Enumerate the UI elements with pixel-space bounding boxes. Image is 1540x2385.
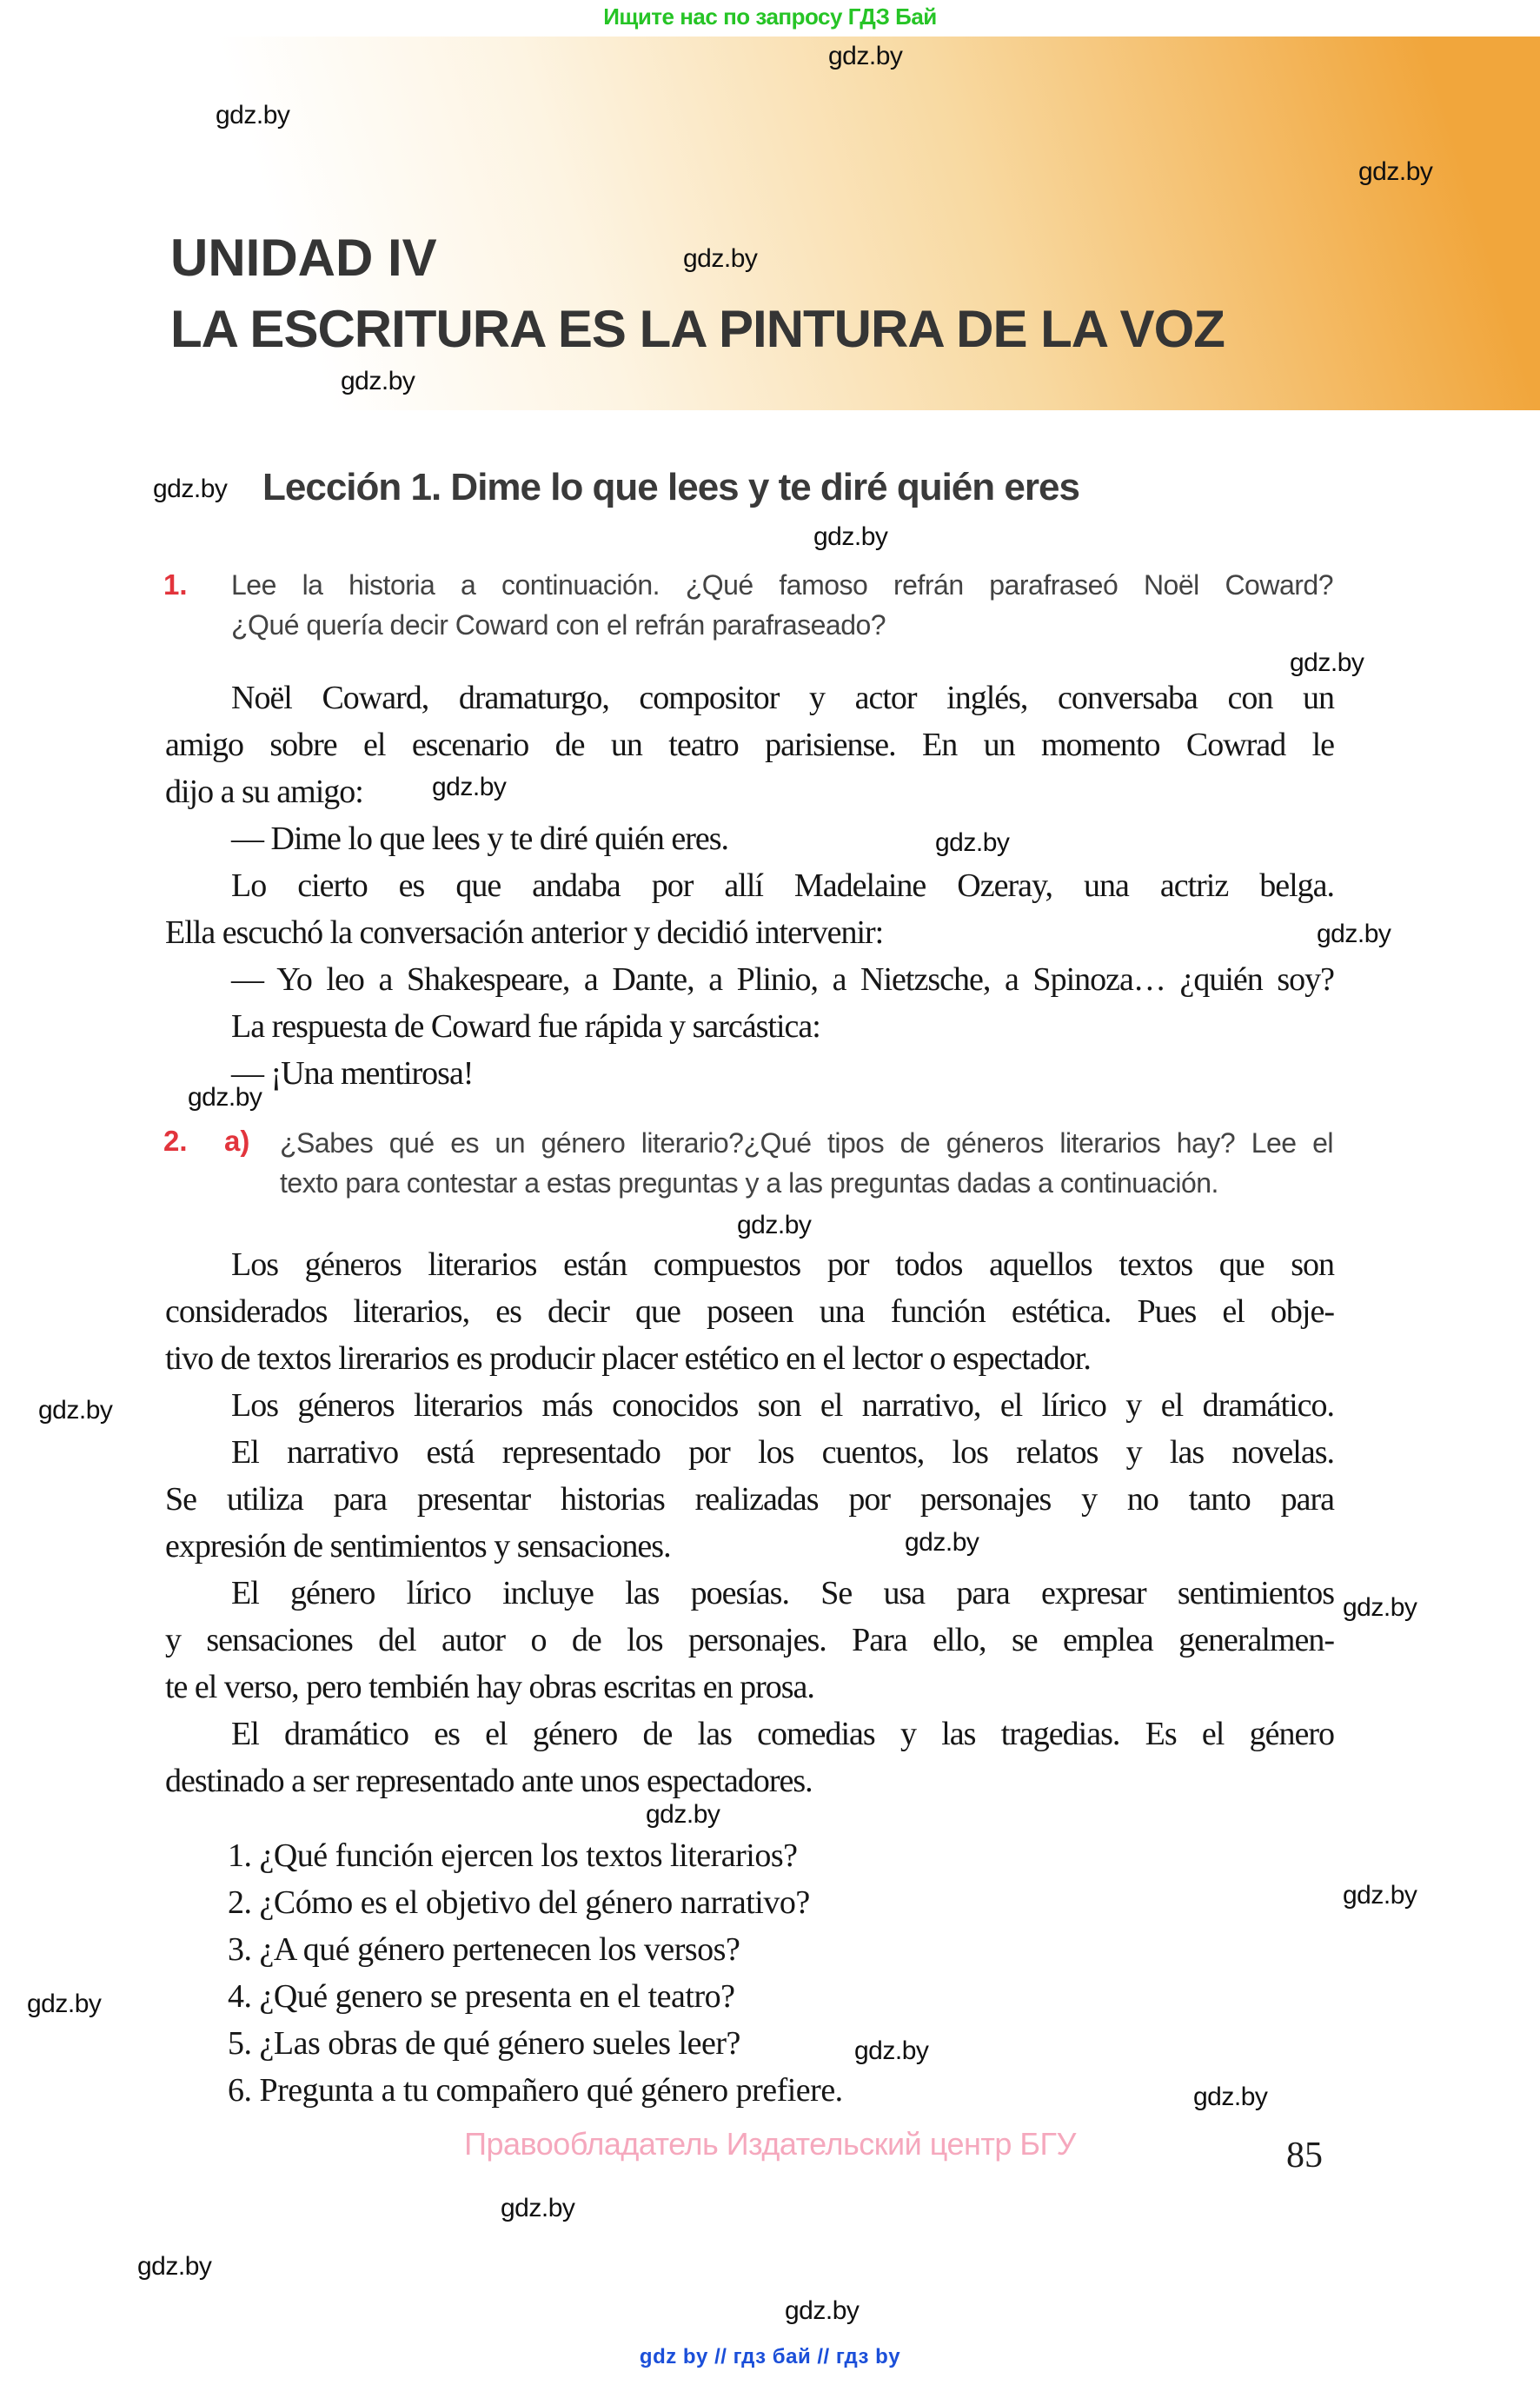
watermark: gdz.by <box>646 1800 720 1829</box>
task-2-number: 2. <box>163 1125 188 1157</box>
promo-banner-top: Ищите нас по запросу ГДЗ Бай <box>603 3 937 30</box>
promo-banner-bottom: gdz by // гдз бай // гдз by <box>639 2345 901 2368</box>
copyright-notice: Правообладатель Издательский центр БГУ <box>464 2126 1076 2162</box>
lesson-heading: Lección 1. Dime lo que lees y te diré quién eres <box>262 466 1079 508</box>
watermark: gdz.by <box>828 42 903 70</box>
watermark: gdz.by <box>137 2252 212 2281</box>
watermark: gdz.by <box>905 1528 979 1557</box>
task-1-text <box>231 565 1333 645</box>
task-1-number: 1. <box>163 568 188 601</box>
watermark: gdz.by <box>683 244 758 273</box>
watermark: gdz.by <box>1358 157 1433 186</box>
watermark: gdz.by <box>1343 1593 1417 1622</box>
story-line: La respuesta de Coward fue rápida y sarcástica: <box>231 1008 820 1045</box>
task-1-line: ¿Qué quería decir Coward con el refrán parafraseado? <box>231 609 886 641</box>
task-1-line: Lee la historia a continuación. ¿Qué famoso refrán parafraseó Noël Coward? <box>231 569 1333 601</box>
watermark: gdz.by <box>737 1211 812 1239</box>
question-item: 6. Pregunta a tu compañero qué género prefiere. <box>228 2072 843 2109</box>
story-line: dijo a su amigo: <box>165 774 363 810</box>
task-2-line: ¿Sabes qué es un género literario?¿Qué tipos de géneros literarios hay? Lee el <box>280 1127 1333 1159</box>
unit-header-band <box>0 37 1540 410</box>
watermark: gdz.by <box>1343 1881 1417 1910</box>
genres-line: y sensaciones del autor o de los personajes. Para ello, se emplea generalmen- <box>165 1622 1334 1658</box>
genres-line: expresión de sentimientos y sensaciones. <box>165 1528 671 1565</box>
question-item: 3. ¿A qué género pertenecen los versos? <box>228 1931 740 1968</box>
question-list <box>228 1832 843 2114</box>
question-item: 5. ¿Las obras de qué género sueles leer? <box>228 2025 740 2062</box>
watermark: gdz.by <box>935 828 1010 857</box>
unit-title: LA ESCRITURA ES LA PINTURA DE LA VOZ <box>170 300 1225 358</box>
story-text <box>165 674 1334 1097</box>
watermark: gdz.by <box>785 2296 860 2325</box>
genres-line: Se utiliza para presentar historias realizadas por personajes y no tanto para <box>165 1481 1334 1518</box>
genres-line: te el verso, pero tembién hay obras escritas en prosa. <box>165 1669 814 1705</box>
watermark: gdz.by <box>27 1990 102 2018</box>
watermark: gdz.by <box>432 773 507 801</box>
question-item: 4. ¿Qué genero se presenta en el teatro? <box>228 1978 735 2015</box>
watermark: gdz.by <box>153 475 228 503</box>
watermark: gdz.by <box>1290 648 1364 677</box>
genres-line: Los géneros literarios están compuestos por todos aquellos textos que son <box>231 1246 1334 1283</box>
task-2-text <box>280 1123 1333 1203</box>
genres-line: considerados literarios, es decir que poseen una función estética. Pues el obje- <box>165 1293 1334 1330</box>
story-line: — Dime lo que lees y te diré quién eres. <box>231 820 729 857</box>
story-line: Lo cierto es que andaba por allí Madelaine Ozeray, una actriz belga. <box>231 867 1334 904</box>
question-item: 2. ¿Cómo es el objetivo del género narrativo? <box>228 1884 810 1921</box>
watermark: gdz.by <box>1317 920 1391 948</box>
page-number: 85 <box>1286 2136 1323 2176</box>
story-line: Noël Coward, dramaturgo, compositor y actor inglés, conversaba con un <box>231 680 1334 716</box>
genres-line: destinado a ser representado ante unos espectadores. <box>165 1763 813 1799</box>
watermark: gdz.by <box>216 101 290 130</box>
question-item: 1. ¿Qué función ejercen los textos literarios? <box>228 1837 798 1874</box>
unit-label: UNIDAD IV <box>170 229 437 287</box>
watermark: gdz.by <box>854 2036 929 2065</box>
watermark: gdz.by <box>501 2194 575 2222</box>
watermark: gdz.by <box>188 1083 262 1112</box>
watermark: gdz.by <box>341 367 415 395</box>
story-line: — Yo leo a Shakespeare, a Dante, a Plinio, a Nietzsche, a Spinoza… ¿quién soy? <box>231 961 1334 998</box>
genres-line: El narrativo está representado por los cuentos, los relatos y las novelas. <box>231 1434 1334 1471</box>
story-line: — ¡Una mentirosa! <box>231 1055 474 1092</box>
story-line: amigo sobre el escenario de un teatro parisiense. En un momento Cowrad le <box>165 727 1334 763</box>
watermark: gdz.by <box>1193 2083 1268 2111</box>
genres-line: El dramático es el género de las comedias y las tragedias. Es el género <box>231 1716 1334 1752</box>
genres-line: tivo de textos lirerarios es producir placer estético en el lector o espectador. <box>165 1340 1091 1377</box>
genres-line: Los géneros literarios más conocidos son el narrativo, el lírico y el dramático. <box>231 1387 1334 1424</box>
genres-line: El género lírico incluye las poesías. Se usa para expresar sentimientos <box>231 1575 1334 1611</box>
watermark: gdz.by <box>38 1396 113 1425</box>
story-line: Ella escuchó la conversación anterior y decidió intervenir: <box>165 914 884 951</box>
task-2-letter: a) <box>224 1125 250 1157</box>
watermark: gdz.by <box>813 522 888 551</box>
genres-text <box>165 1241 1334 1804</box>
task-2-line: texto para contestar a estas preguntas y a las preguntas dadas a continuación. <box>280 1167 1218 1199</box>
